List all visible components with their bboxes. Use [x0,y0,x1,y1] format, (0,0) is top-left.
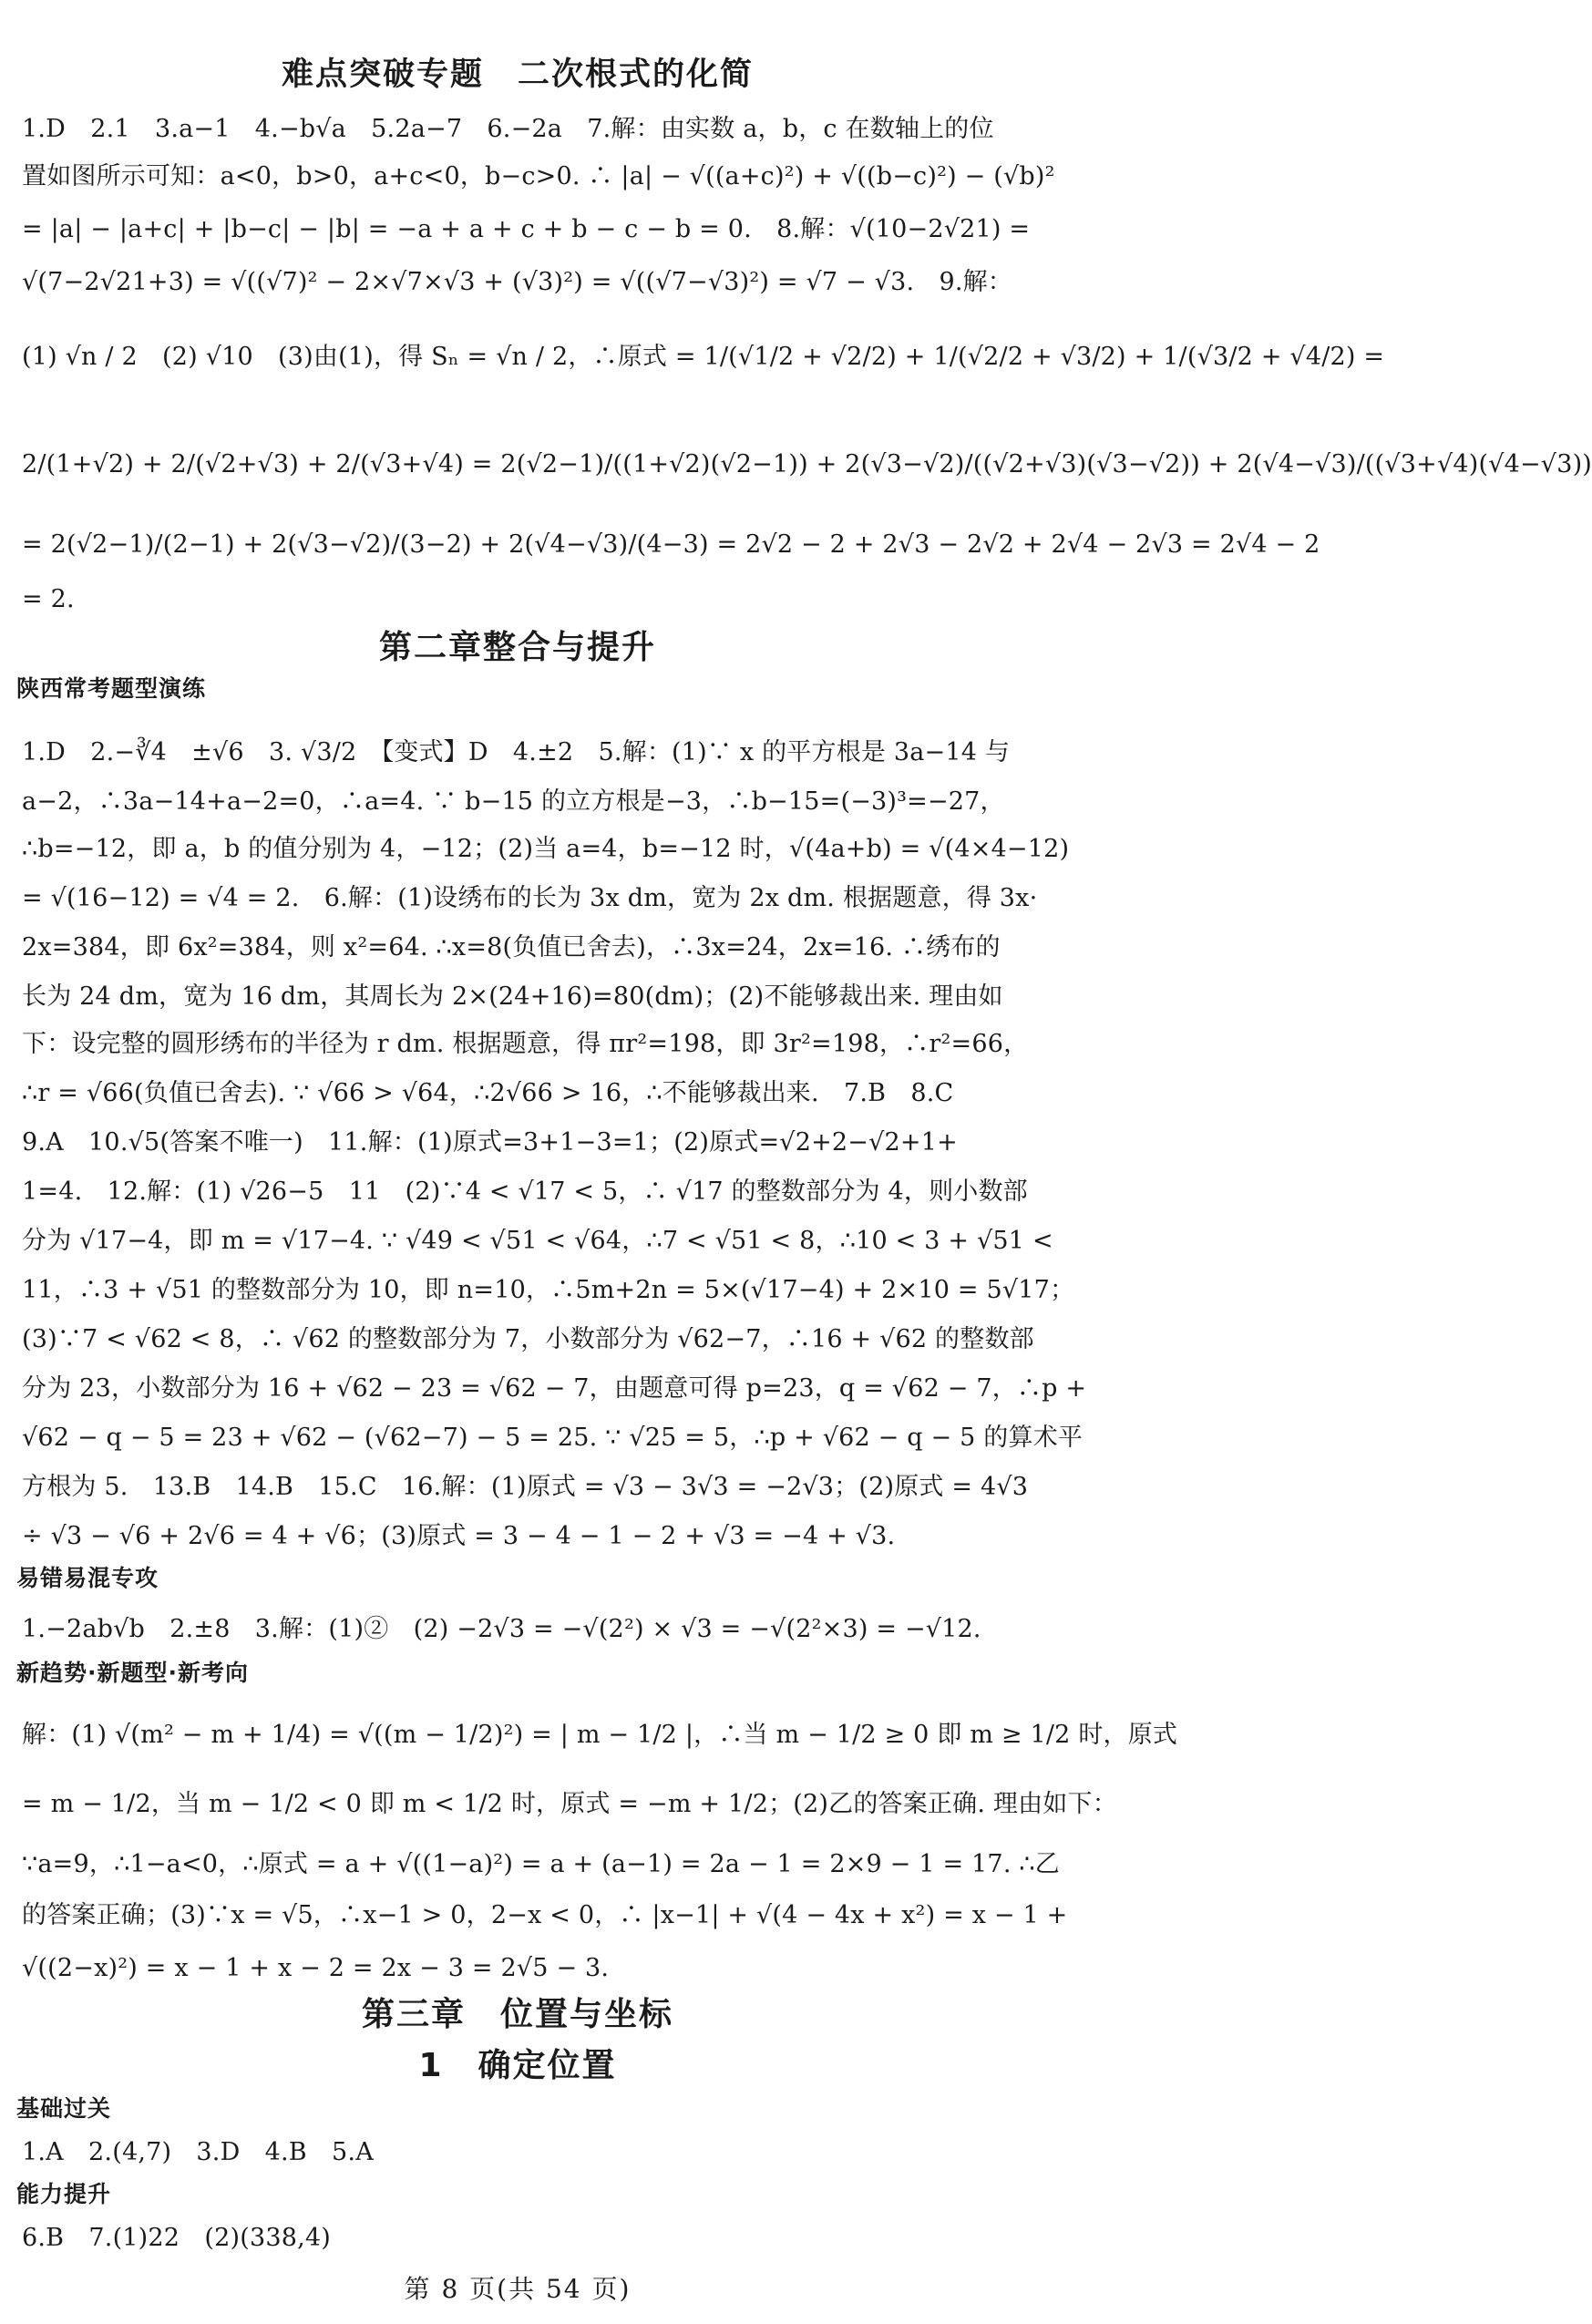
text-line: = 2(√2−1)/(2−1) + 2(√3−√2)/(3−2) + 2(√4−√3)/(4−3) = 2√2 − 2 + 2√3 − 2√2 + 2√4 − 2√3 = 2√4 − 2 [22,530,1320,559]
text-line: = 2. [22,585,75,613]
error-answers: 1.−2ab√b 2.±8 3.解：(1)② (2) −2√3 = −√(2²) × √3 = −√(2²×3) = −√12. [22,1615,981,1643]
page-footer: 第 8 页(共 54 页) [404,2274,632,2304]
text-line: ÷ √3 − √6 + 2√6 = 4 + √6；(3)原式 = 3 − 4 − 1 − 2 + √3 = −4 + √3. [22,1522,896,1550]
shaanxi-heading: 陕西常考题型演练 [16,675,207,702]
basic-heading: 基础过关 [16,2095,112,2122]
text-line: 方根为 5. 13.B 14.B 15.C 16.解：(1)原式 = √3 − 3√3 = −2√3；(2)原式 = 4√3 [22,1473,1029,1501]
section1-title: 1 确定位置 [418,2047,617,2084]
text-line: = √(16−12) = √4 = 2. 6.解：(1)设绣布的长为 3x dm，宽为 2x dm. 根据题意，得 3x· [22,884,1038,912]
text-line: 的答案正确；(3)∵x = √5，∴x−1 > 0，2−x < 0，∴ |x−1| + √(4 − 4x + x²) = x − 1 + [22,1901,1068,1929]
error-heading: 易错易混专攻 [16,1565,159,1591]
text-line: 下：设完整的圆形绣布的半径为 r dm. 根据题意，得 πr²=198，即 3r²=198，∴r²=66， [22,1030,1029,1058]
text-line: = |a| − |a+c| + |b−c| − |b| = −a + a + c + b − c − b = 0. 8.解：√(10−2√21) = [22,215,1031,243]
text-line: √((2−x)²) = x − 1 + x − 2 = 2x − 3 = 2√5 − 3. [22,1954,610,1982]
radical-section-title: 难点突破专题 二次根式的化简 [281,57,754,93]
text-line: √(7−2√21+3) = √((√7)² − 2×√7×√3 + (√3)²) = √((√7−√3)²) = √7 − √3. 9.解： [22,268,1013,296]
text-line: 分为 √17−4，即 m = √17−4. ∵ √49 < √51 < √64，∴7 < √51 < 8，∴10 < 3 + √51 < [22,1227,1053,1255]
text-line: √62 − q − 5 = 23 + √62 − (√62−7) − 5 = 25. ∵ √25 = 5，∴p + √62 − q − 5 的算术平 [22,1424,1084,1452]
text-line: 1.D 2.−∛4 ±√6 3. √3/2 【变式】D 4.±2 5.解：(1)∵ x 的平方根是 3a−14 与 [22,738,1011,766]
text-line: ∴b=−12，即 a，b 的值分别为 4，−12；(2)当 a=4，b=−12 时，√(4a+b) = √(4×4−12) [22,835,1070,863]
chapter2-title: 第二章整合与提升 [378,629,656,666]
text-line: 解：(1) √(m² − m + 1/4) = √((m − 1/2)²) = | m − 1/2 |，∴当 m − 1/2 ≥ 0 即 m ≥ 1/2 时，原式 [22,1721,1178,1749]
chapter3-title: 第三章 位置与坐标 [361,1996,673,2033]
text-line: ∴r = √66(负值已舍去). ∵ √66 > √64，∴2√66 > 16，∴不能够裁出来. 7.B 8.C [22,1079,954,1107]
text-line: 长为 24 dm，宽为 16 dm，其周长为 2×(24+16)=80(dm)；(2)不能够裁出来. 理由如 [22,982,1003,1011]
trend-heading: 新趋势·新题型·新考向 [16,1660,249,1686]
text-line: 11，∴3 + √51 的整数部分为 10，即 n=10，∴5m+2n = 5×(√17−4) + 2×10 = 5√17； [22,1276,1075,1304]
text-line: (1) √n / 2 (2) √10 (3)由(1)，得 Sₙ = √n / 2，∴原式 = 1/(√1/2 + √2/2) + 1/(√2/2 + √3/2) + 1/(√3/2 + √4/2) = [22,343,1385,371]
text-line: = m − 1/2，当 m − 1/2 < 0 即 m < 1/2 时，原式 = −m + 1/2；(2)乙的答案正确. 理由如下： [22,1790,1117,1818]
text-line: 2/(1+√2) + 2/(√2+√3) + 2/(√3+√4) = 2(√2−1)/((1+√2)(√2−1)) + 2(√3−√2)/((√2+√3)(√3−√2)) + 2(√4−√3)/((√3+√4)(√4−√3)) [22,450,1592,478]
text-line: 1=4. 12.解：(1) √26−5 11 (2)∵4 < √17 < 5，∴ √17 的整数部分为 4，则小数部 [22,1177,1028,1206]
text-line: 1.D 2.1 3.a−1 4.−b√a 5.2a−7 6.−2a 7.解：由实数 a，b，c 在数轴上的位 [22,115,994,143]
ability-answers: 6.B 7.(1)22 (2)(338,4) [22,2224,331,2252]
text-line: 9.A 10.√5(答案不唯一) 11.解：(1)原式=3+1−3=1；(2)原式=√2+2−√2+1+ [22,1128,958,1157]
text-line: ∵a=9，∴1−a<0，∴原式 = a + √((1−a)²) = a + (a−1) = 2a − 1 = 2×9 − 1 = 17. ∴乙 [22,1850,1060,1878]
text-line: 分为 23，小数部分为 16 + √62 − 23 = √62 − 7，由题意可得 p=23，q = √62 − 7，∴p + [22,1374,1087,1403]
ability-heading: 能力提升 [16,2181,112,2207]
basic-answers: 1.A 2.(4,7) 3.D 4.B 5.A [22,2138,374,2166]
text-line: a−2，∴3a−14+a−2=0，∴a=4. ∵ b−15 的立方根是−3，∴b−15=(−3)³=−27， [22,787,1005,816]
text-line: 2x=384，即 6x²=384，则 x²=64. ∴x=8(负值已舍去)，∴3x=24，2x=16. ∴绣布的 [22,933,1001,961]
text-line: (3)∵7 < √62 < 8，∴ √62 的整数部分为 7，小数部分为 √62−7，∴16 + √62 的整数部 [22,1325,1034,1353]
text-line: 置如图所示可知：a<0，b>0，a+c<0，b−c>0. ∴ |a| − √((a+c)²) + √((b−c)²) − (√b)² [22,162,1055,190]
